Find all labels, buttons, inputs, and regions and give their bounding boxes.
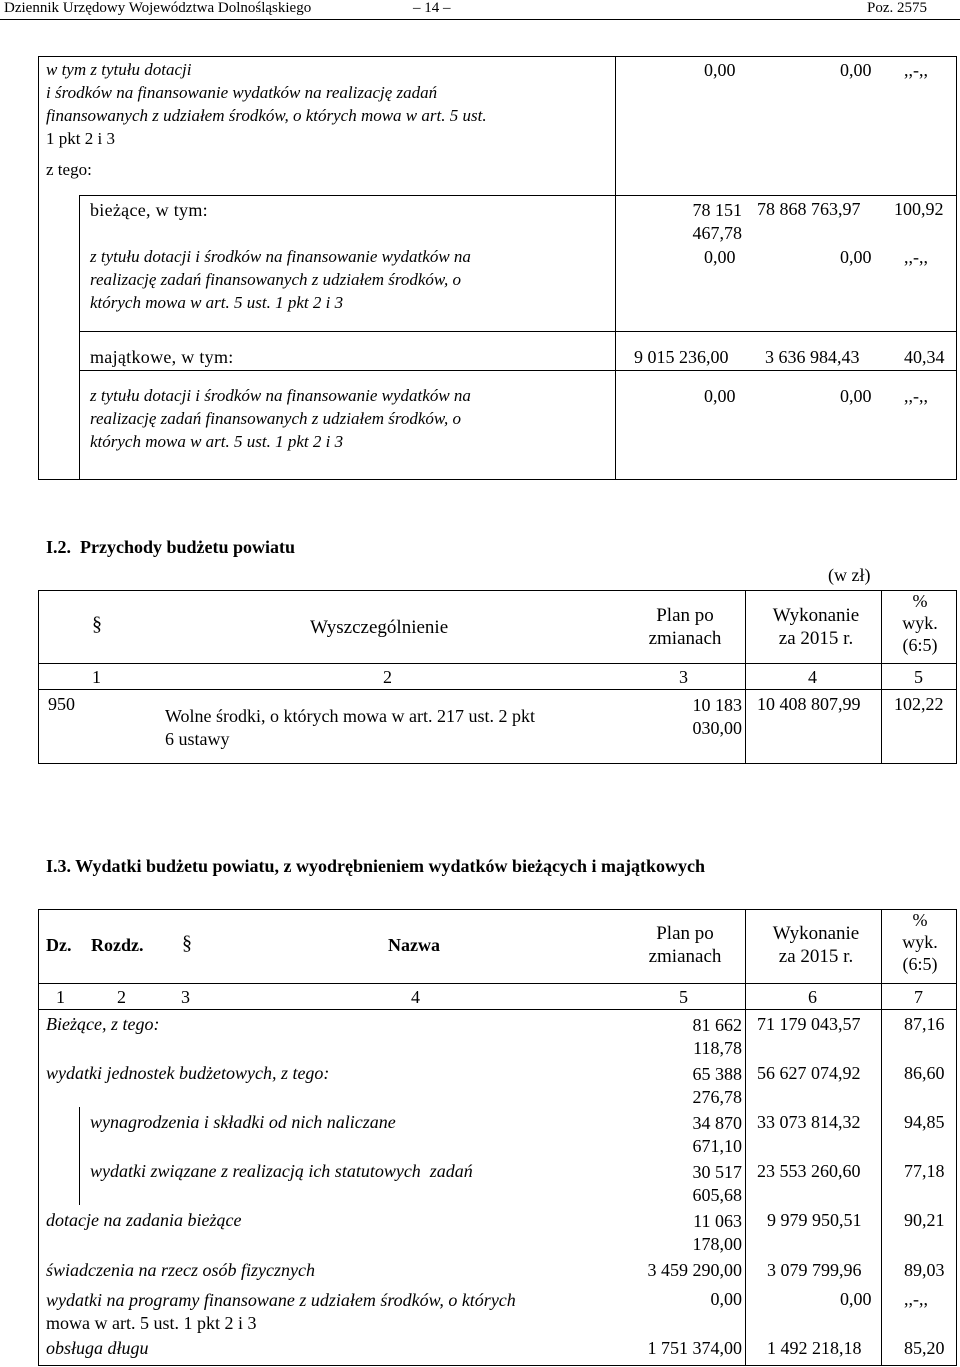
exp-wyk-header: Wykonanie za 2015 r. xyxy=(772,923,860,967)
exp-row-pct: 94,85 xyxy=(904,1112,945,1132)
exp-row-pct: 87,16 xyxy=(904,1014,945,1034)
biezace-dotacje-pct: ,,-,, xyxy=(904,247,928,267)
exp-row-name: wydatki na programy finansowane z udziałem środków, o których mowa w art. 5 ust. 1 pkt 2 i 3 xyxy=(46,1290,516,1333)
colnum-5: 5 xyxy=(914,667,923,687)
header-rule xyxy=(0,19,960,20)
biezace-wyk: 78 868 763,97 xyxy=(757,199,861,219)
exp-colnum-4: 4 xyxy=(411,987,420,1007)
rozdz-header: Rozdz. xyxy=(91,935,144,955)
plan-header: Plan po zmianach xyxy=(648,605,722,649)
pct-header: % wyk. (6:5) xyxy=(902,591,938,655)
exp-row-plan: 30 517 605,68 xyxy=(692,1162,742,1205)
majatkowe-plan: 9 015 236,00 xyxy=(634,347,729,367)
exp-row-wyk: 33 073 814,32 xyxy=(757,1112,861,1132)
exp-row-pct: 86,60 xyxy=(904,1063,945,1083)
biezace-label: bieżące, w tym: xyxy=(90,200,208,220)
exp-row-name: wydatki jednostek budżetowych, z tego: xyxy=(46,1063,330,1083)
exp-plan-header: Plan po zmianach xyxy=(648,923,722,967)
exp-colnum-3: 3 xyxy=(181,987,190,1007)
revenue-pct: 102,22 xyxy=(894,694,944,714)
majatkowe-label: majątkowe, w tym: xyxy=(90,347,234,367)
exp-row-name: obsługa długu xyxy=(46,1338,149,1358)
biezace-dotacje-wyk: 0,00 xyxy=(840,247,872,267)
colnum-4: 4 xyxy=(808,667,817,687)
exp-row-plan: 81 662 118,78 xyxy=(692,1015,742,1058)
exp-colnum-5: 5 xyxy=(679,987,688,1007)
exp-row-wyk: 3 079 799,96 xyxy=(767,1260,862,1280)
exp-row-wyk: 9 979 950,51 xyxy=(767,1210,862,1230)
section2-title: I.2. Przychody budżetu powiatu xyxy=(46,537,296,557)
exp-row-pct: 89,03 xyxy=(904,1260,945,1280)
biezace-pct: 100,92 xyxy=(894,199,944,219)
row-dotacje-label: w tym z tytułu dotacji i środków na finansowanie wydatków na realizację zadań finansowanych z udziałem środków, o których mowa w art. 5 ust. 1 pkt 2 i 3 xyxy=(46,60,487,148)
position-number: Poz. 2575 xyxy=(867,0,927,16)
revenue-wyk: 10 408 807,99 xyxy=(757,694,861,714)
exp-row-name: wydatki związane z realizacją ich statutowych zadań xyxy=(90,1161,473,1181)
exp-row-plan: 3 459 290,00 xyxy=(647,1260,742,1280)
desc-header: Wyszczególnienie xyxy=(310,617,449,638)
majatkowe-wyk: 3 636 984,43 xyxy=(765,347,860,367)
colnum-3: 3 xyxy=(679,667,688,687)
majatkowe-dotacje-wyk: 0,00 xyxy=(840,386,872,406)
row-dotacje-wyk: 0,00 xyxy=(840,60,872,80)
exp-row-plan: 1 751 374,00 xyxy=(647,1338,742,1358)
exp-row-wyk: 56 627 074,92 xyxy=(757,1063,861,1083)
journal-title: Dziennik Urzędowy Województwa Dolnośląskiego xyxy=(4,0,312,16)
page-number: – 14 – xyxy=(413,0,451,16)
exp-row-plan: 65 388 276,78 xyxy=(692,1064,742,1107)
exp-colnum-7: 7 xyxy=(914,987,923,1007)
revenue-plan: 10 183 030,00 xyxy=(692,695,742,738)
z-tego-label: z tego: xyxy=(46,160,92,179)
exp-row-pct: 85,20 xyxy=(904,1338,945,1358)
exp-row-pct: 90,21 xyxy=(904,1210,945,1230)
colnum-2: 2 xyxy=(383,667,392,687)
nazwa-header: Nazwa xyxy=(388,935,440,955)
section3-symbol: § xyxy=(182,932,192,954)
exp-row-name: dotacje na zadania bieżące xyxy=(46,1210,242,1230)
exp-row-wyk: 0,00 xyxy=(840,1289,872,1309)
majatkowe-pct: 40,34 xyxy=(904,347,945,367)
exp-row-wyk: 71 179 043,57 xyxy=(757,1014,861,1034)
section-symbol: § xyxy=(92,613,102,635)
biezace-dotacje-label: z tytułu dotacji i środków na finansowanie wydatków na realizację zadań finansowanych z udziałem środków, o których mowa w art. 5 ust. 1 pkt 2 i 3 xyxy=(90,247,471,312)
biezace-plan: 78 151 467,78 xyxy=(692,200,742,243)
exp-row-plan: 0,00 xyxy=(710,1289,742,1309)
section2-unit: (w zł) xyxy=(828,565,871,585)
biezace-dotacje-plan: 0,00 xyxy=(704,247,736,267)
revenue-para: 950 xyxy=(48,694,75,714)
row-dotacje-pct: ,,-,, xyxy=(904,60,928,80)
exp-row-name: świadczenia na rzecz osób fizycznych xyxy=(46,1260,315,1280)
section3-title: I.3. Wydatki budżetu powiatu, z wyodrębnieniem wydatków bieżących i majątkowych xyxy=(46,856,706,876)
exp-row-name: Bieżące, z tego: xyxy=(46,1014,160,1034)
exp-colnum-6: 6 xyxy=(808,987,817,1007)
dz-header: Dz. xyxy=(46,935,72,955)
colnum-1: 1 xyxy=(92,667,101,687)
exp-row-pct: ,,-,, xyxy=(904,1289,928,1309)
wyk-header: Wykonanie za 2015 r. xyxy=(772,605,860,649)
exp-row-pct: 77,18 xyxy=(904,1161,945,1181)
exp-row-plan: 11 063 178,00 xyxy=(692,1211,742,1254)
exp-colnum-1: 1 xyxy=(56,987,65,1007)
majatkowe-dotacje-pct: ,,-,, xyxy=(904,386,928,406)
exp-row-name: wynagrodzenia i składki od nich naliczane xyxy=(90,1112,396,1132)
exp-row-wyk: 23 553 260,60 xyxy=(757,1161,861,1181)
row-dotacje-plan: 0,00 xyxy=(704,60,736,80)
revenue-desc: Wolne środki, o których mowa w art. 217 ust. 2 pkt 6 ustawy xyxy=(165,706,536,749)
exp-row-wyk: 1 492 218,18 xyxy=(767,1338,862,1358)
exp-colnum-2: 2 xyxy=(117,987,126,1007)
majatkowe-dotacje-plan: 0,00 xyxy=(704,386,736,406)
majatkowe-dotacje-label: z tytułu dotacji i środków na finansowanie wydatków na realizację zadań finansowanych z udziałem środków, o których mowa w art. 5 ust. 1 pkt 2 i 3 xyxy=(90,386,471,451)
exp-pct-header: % wyk. (6:5) xyxy=(902,910,938,974)
exp-row-plan: 34 870 671,10 xyxy=(692,1113,742,1156)
